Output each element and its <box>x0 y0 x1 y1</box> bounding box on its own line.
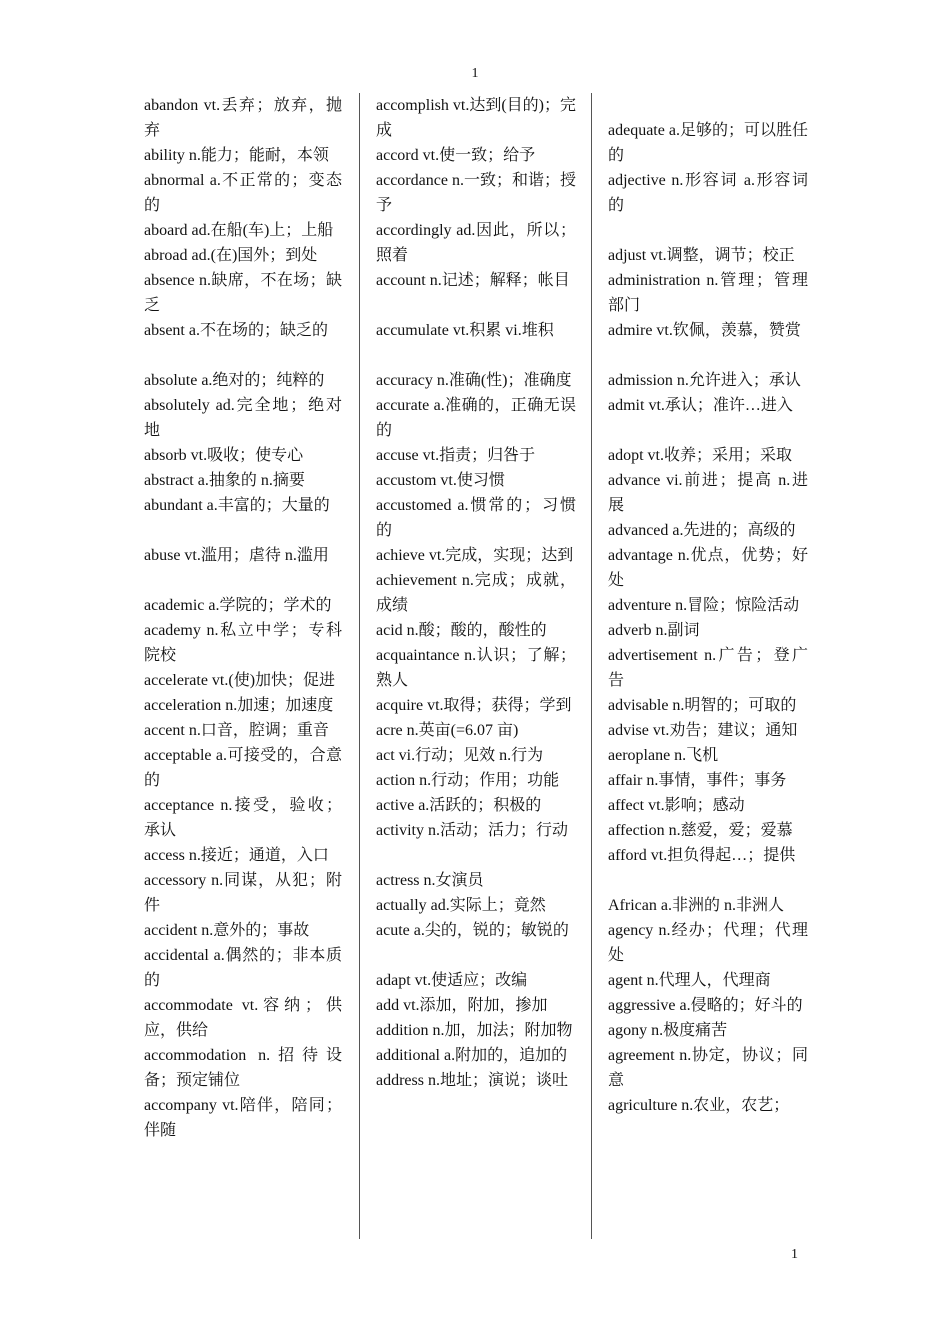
vocab-entry: aeroplane n.飞机 <box>608 747 719 764</box>
vocab-entry: absent a.不在场的；缺乏的 <box>144 322 328 339</box>
vocab-entry: advise vt.劝告；建议；通知 <box>608 722 798 739</box>
vocab-entry: accustom vt.使习惯 <box>376 472 505 489</box>
vocab-entry: accord vt.使一致；给予 <box>376 147 536 164</box>
vocab-entry: acquaintance n.认识；了解；熟人 <box>376 647 576 689</box>
vocab-entry: acquire vt.取得；获得；学到 <box>376 697 572 714</box>
vocab-entry: achieve vt.完成，实现；达到 <box>376 547 574 564</box>
vocab-entry: advantage n.优点，优势；好处 <box>608 547 808 589</box>
vocab-entry: accumulate vt.积累 vi.堆积 <box>376 322 554 339</box>
blank-line <box>608 93 808 118</box>
word-column-2 <box>376 93 576 1093</box>
vocab-entry: absence n.缺席，不在场；缺乏 <box>144 272 342 314</box>
vocab-entry: accomplish vt.达到(目的)；完成 <box>376 97 576 139</box>
vocab-entry: acre n.英亩(=6.07 亩) <box>376 722 519 739</box>
vocab-entry: affection n.慈爱，爱；爱慕 <box>608 822 793 839</box>
vocab-entry: academy n.私立中学；专科院校 <box>144 622 342 664</box>
vocab-entry: addition n.加，加法；附加物 <box>376 1022 573 1039</box>
vocab-entry: adventure n.冒险；惊险活动 <box>608 597 800 614</box>
vocab-entry: admire vt.钦佩，羡慕，赞赏 <box>608 322 801 339</box>
page-number-top: 1 <box>471 66 479 81</box>
vocab-entry: access n.接近；通道，入口 <box>144 847 329 864</box>
vocab-entry: act vi.行动；见效 n.行为 <box>376 747 544 764</box>
vocab-entry: accelerate vt.(使)加快；促进 <box>144 672 336 689</box>
vocab-entry: achievement n.完成；成就，成绩 <box>376 572 576 614</box>
vocab-entry: absolute a.绝对的；纯粹的 <box>144 372 325 389</box>
vocab-entry: ability n.能力；能耐，本领 <box>144 147 329 164</box>
vocab-entry: abroad ad.(在)国外；到处 <box>144 247 318 264</box>
vocab-entry: acceptance n.接受，验收；承认 <box>144 797 342 839</box>
vocab-entry: acceleration n.加速；加速度 <box>144 697 334 714</box>
vocab-entry: accustomed a.惯常的；习惯的 <box>376 497 576 539</box>
vocab-entry: action n.行动；作用；功能 <box>376 772 560 789</box>
vocab-entry: agreement n.协定，协议；同意 <box>608 1047 808 1089</box>
blank-line <box>376 943 576 968</box>
vocab-entry: academic a.学院的；学术的 <box>144 597 332 614</box>
blank-line <box>144 568 342 593</box>
vocab-entry: African a.非洲的 n.非洲人 <box>608 897 784 914</box>
vocab-entry: advisable n.明智的；可取的 <box>608 697 797 714</box>
page-number-bottom: 1 <box>791 1247 798 1262</box>
blank-line <box>608 343 808 368</box>
vocab-entry: agony n.极度痛苦 <box>608 1022 728 1039</box>
vocab-entry: absorb vt.吸收；使专心 <box>144 447 304 464</box>
vocab-entry: accurate a.准确的，正确无误的 <box>376 397 576 439</box>
vocab-entry: adequate a.足够的；可以胜任的 <box>608 122 808 164</box>
blank-line <box>608 218 808 243</box>
vocab-entry: active a.活跃的；积极的 <box>376 797 542 814</box>
word-column-3 <box>608 93 808 1118</box>
vocab-entry: accompany vt.陪伴，陪同；伴随 <box>144 1097 342 1139</box>
blank-line <box>144 518 342 543</box>
vocab-entry: acid n.酸；酸的，酸性的 <box>376 622 547 639</box>
vocab-entry: advance vi.前进；提高 n.进展 <box>608 472 808 514</box>
vocab-entry: affair n.事情，事件；事务 <box>608 772 787 789</box>
vocab-entry: accordingly ad.因此，所以；照着 <box>376 222 576 264</box>
vocab-entry: address n.地址；演说；谈吐 <box>376 1072 568 1089</box>
vocab-entry: accuse vt.指责；归咎于 <box>376 447 536 464</box>
vocab-entry: adapt vt.使适应；改编 <box>376 972 528 989</box>
vocab-entry: abandon vt.丢弃；放弃，抛弃 <box>144 97 342 139</box>
vocab-entry: admit vt.承认；准许…进入 <box>608 397 793 414</box>
vocab-entry: accuracy n.准确(性)；准确度 <box>376 372 572 389</box>
vocab-entry: admission n.允许进入；承认 <box>608 372 801 389</box>
blank-line <box>376 343 576 368</box>
vocab-entry: afford vt.担负得起…；提供 <box>608 847 796 864</box>
word-column-1 <box>144 93 342 1143</box>
vocab-entry: adjust vt.调整，调节；校正 <box>608 247 795 264</box>
column-divider-1 <box>359 93 360 1239</box>
vocab-entry: advanced a.先进的；高级的 <box>608 522 796 539</box>
vocab-entry: administration n.管理；管理部门 <box>608 272 808 314</box>
vocab-entry: agent n.代理人，代理商 <box>608 972 771 989</box>
vocab-entry: agriculture n.农业，农艺； <box>608 1097 790 1114</box>
blank-line <box>608 868 808 893</box>
vocab-entry: adopt vt.收养；采用；采取 <box>608 447 792 464</box>
blank-line <box>144 343 342 368</box>
vocab-entry: activity n.活动；活力；行动 <box>376 822 568 839</box>
vocab-entry: add vt.添加，附加，掺加 <box>376 997 548 1014</box>
blank-line <box>376 843 576 868</box>
vocab-entry: adjective n.形容词 a.形容词的 <box>608 172 808 214</box>
vocab-entry: actually ad.实际上；竟然 <box>376 897 546 914</box>
vocab-entry: accordance n.一致；和谐；授予 <box>376 172 576 214</box>
vocab-entry: absolutely ad.完全地；绝对地 <box>144 397 342 439</box>
vocab-entry: abundant a.丰富的；大量的 <box>144 497 330 514</box>
vocab-entry: aggressive a.侵略的；好斗的 <box>608 997 803 1014</box>
vocab-entry: actress n.女演员 <box>376 872 484 889</box>
vocab-entry: abuse vt.滥用；虐待 n.滥用 <box>144 547 329 564</box>
vocab-entry: advertisement n.广告；登广告 <box>608 647 808 689</box>
blank-line <box>608 418 808 443</box>
vocab-entry: adverb n.副词 <box>608 622 700 639</box>
vocab-entry: accidental a.偶然的；非本质的 <box>144 947 342 989</box>
vocab-entry: accommodate vt.容纳；供应，供给 <box>144 997 342 1039</box>
vocab-entry: accessory n.同谋，从犯；附件 <box>144 872 342 914</box>
vocab-entry: acceptable a.可接受的，合意的 <box>144 747 342 789</box>
vocab-entry: additional a.附加的，追加的 <box>376 1047 568 1064</box>
blank-line <box>376 293 576 318</box>
column-divider-2 <box>591 93 592 1239</box>
vocab-entry: accident n.意外的；事故 <box>144 922 310 939</box>
vocab-entry: abnormal a.不正常的；变态的 <box>144 172 342 214</box>
vocab-entry: accommodation n.招待设备；预定铺位 <box>144 1047 342 1089</box>
vocab-entry: affect vt.影响；感动 <box>608 797 745 814</box>
vocab-entry: account n.记述；解释；帐目 <box>376 272 570 289</box>
vocab-entry: agency n.经办；代理；代理处 <box>608 922 808 964</box>
vocab-entry: accent n.口音，腔调；重音 <box>144 722 329 739</box>
vocab-entry: abstract a.抽象的 n.摘要 <box>144 472 305 489</box>
vocab-entry: aboard ad.在船(车)上；上船 <box>144 222 334 239</box>
vocab-entry: acute a.尖的，锐的；敏锐的 <box>376 922 569 939</box>
